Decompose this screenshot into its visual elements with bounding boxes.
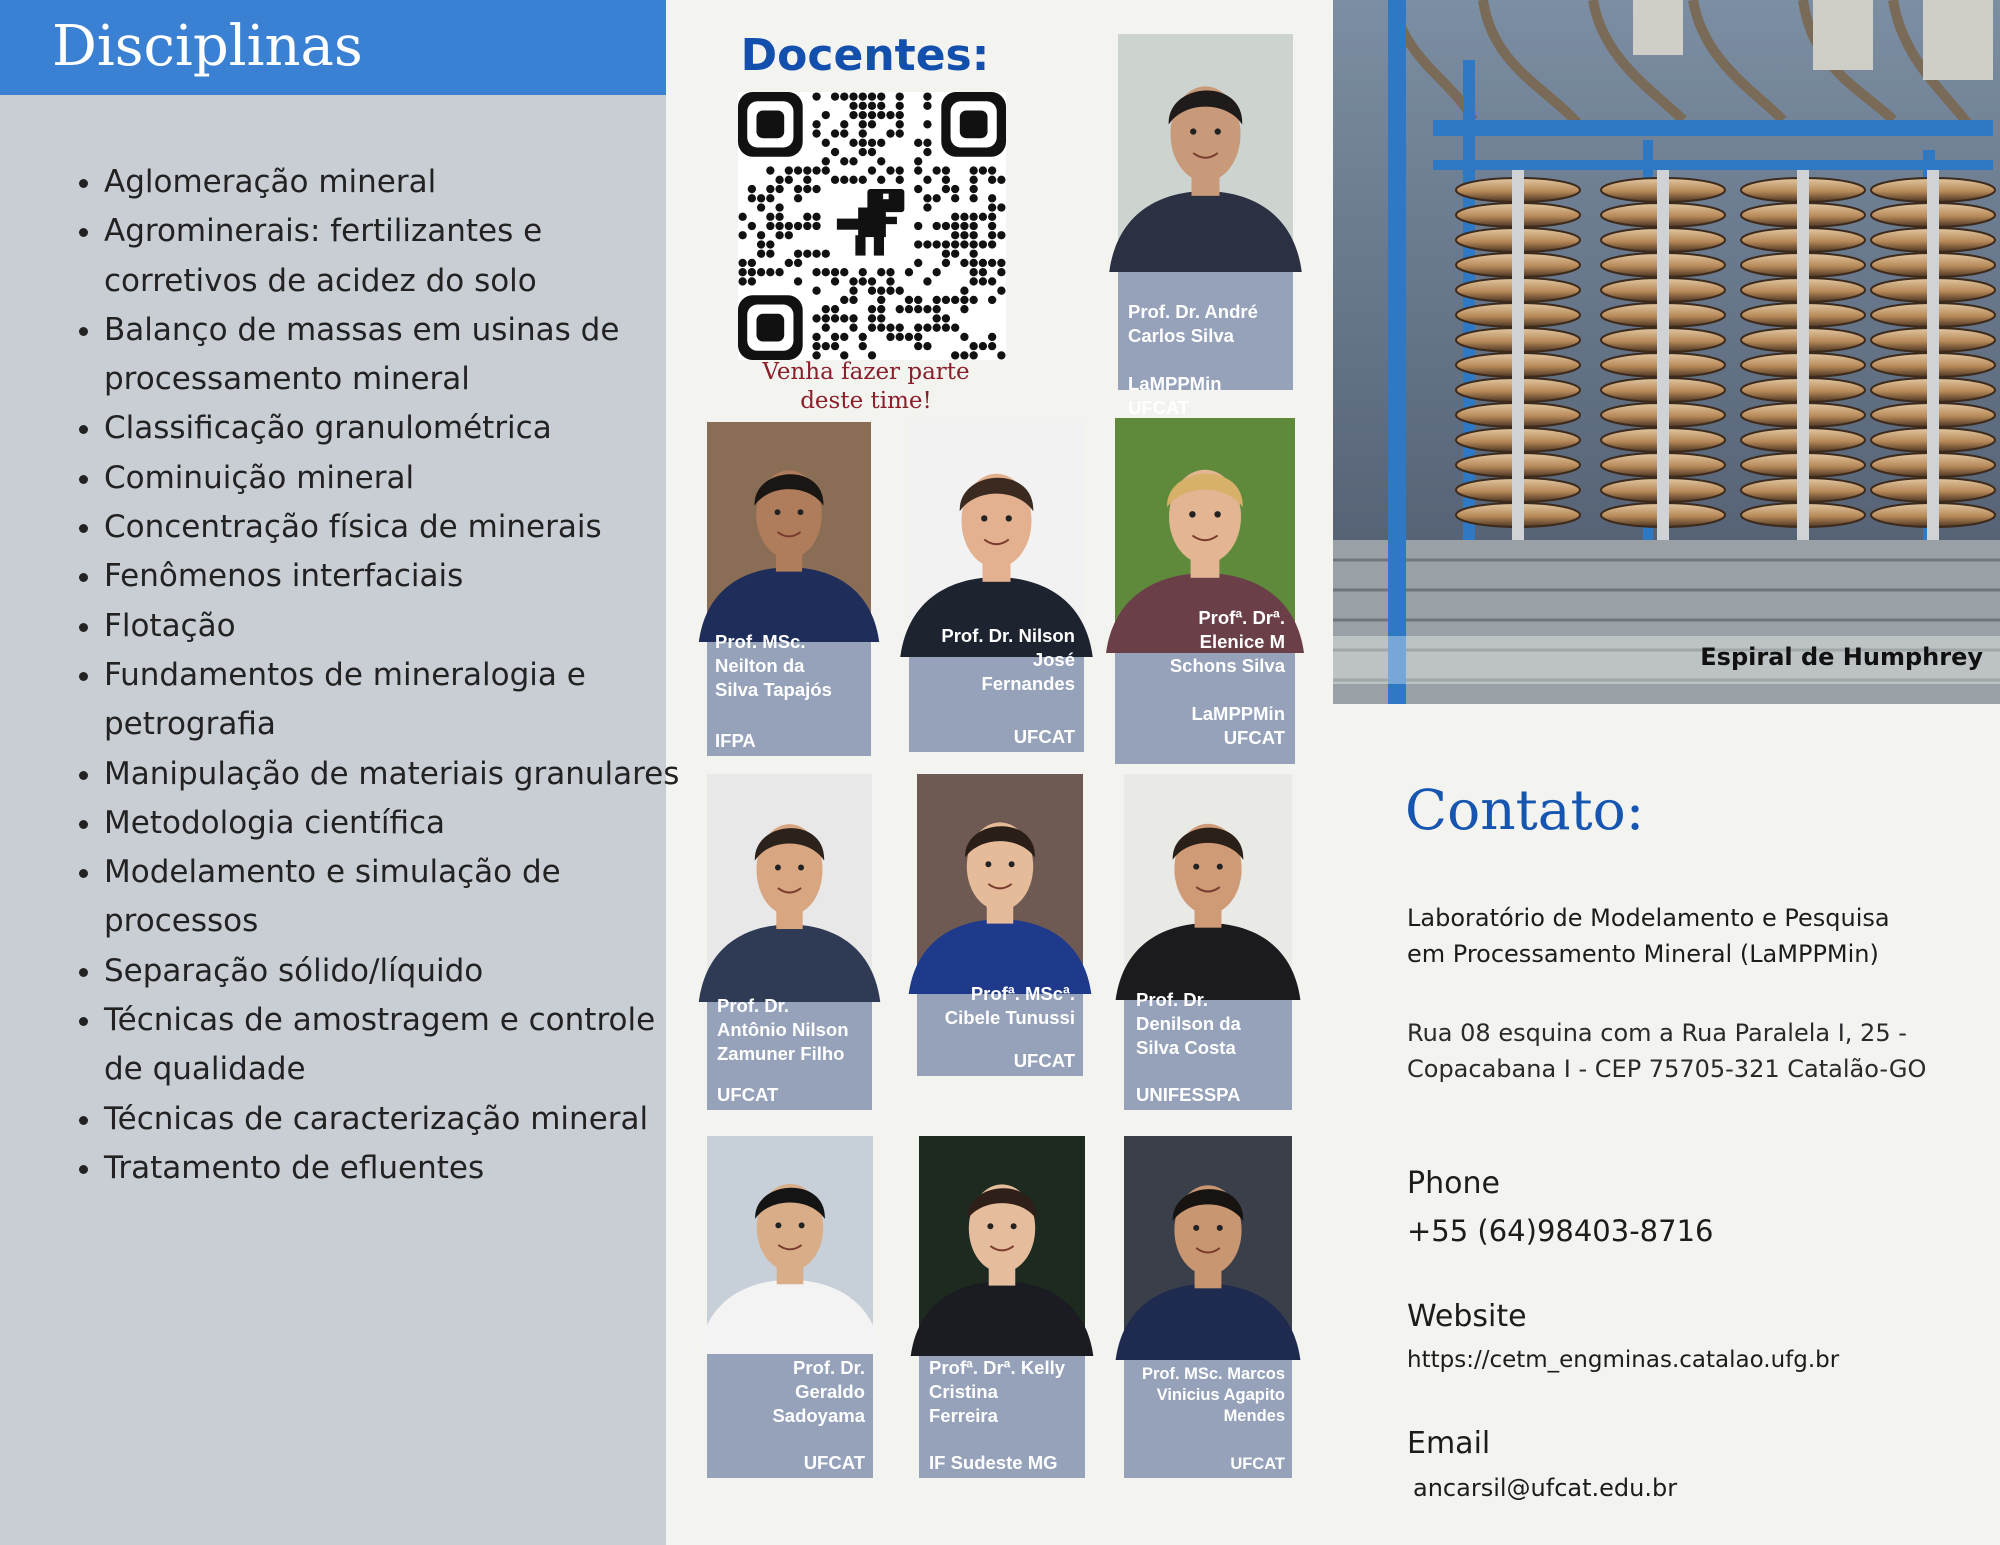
teacher-photo [917, 774, 1083, 994]
course-item: • Separação sólido/líquido [104, 947, 694, 996]
email-label: Email [1407, 1426, 1491, 1461]
teacher-photo [1118, 34, 1293, 272]
course-item: • Cominuição mineral [104, 454, 694, 503]
teacher-institution: IF Sudeste MG [929, 1452, 1058, 1473]
teacher-card [1115, 418, 1295, 764]
teacher-card [917, 774, 1083, 1076]
email-link[interactable]: ancarsil@ufcat.edu.br [1413, 1474, 1678, 1502]
course-item: • Flotação [104, 602, 694, 651]
qr-code[interactable] [738, 92, 1006, 360]
teacher-caption: Profª. Drª. Kelly Cristina Ferreira [929, 1357, 1066, 1426]
course-item: • Metodologia científica [104, 799, 694, 848]
disciplinas-title: Disciplinas [52, 14, 363, 79]
teacher-card [1118, 34, 1293, 418]
teacher-photo [1124, 774, 1292, 1000]
course-item: • Classificação granulométrica [104, 404, 694, 453]
teacher-caption: Prof. Dr. Geraldo Sadoyama [772, 1357, 865, 1426]
teacher-photo [707, 1136, 873, 1354]
website-link[interactable]: https://cetm_engminas.catalao.ufg.br [1407, 1347, 1840, 1373]
course-list [56, 158, 694, 1193]
teacher-caption: Prof. Dr. André Carlos Silva LaMPPMin UFCAT [1128, 301, 1258, 418]
teacher-card [707, 774, 872, 1110]
teacher-photo [909, 422, 1084, 657]
course-item: • Balanço de massas em usinas de processamento mineral [104, 306, 694, 405]
course-item: • Técnicas de caracterização mineral [104, 1095, 694, 1144]
teacher-card [1124, 774, 1292, 1110]
teacher-institution: UFCAT [1013, 726, 1075, 747]
course-item: • Manipulação de materiais granulares [104, 750, 694, 799]
course-item: • Fundamentos de mineralogia e petrografia [104, 651, 694, 750]
teacher-caption: Prof. MSc. Marcos Vinicius Agapito Mendes [1141, 1365, 1285, 1425]
teacher-institution: IFPA [715, 730, 756, 751]
teacher-photo [919, 1136, 1085, 1356]
teacher-institution: UNIFESSPA [1136, 1084, 1241, 1105]
course-item: • Concentração física de minerais [104, 503, 694, 552]
teacher-institution: UFCAT [1013, 1050, 1075, 1071]
teacher-photo [1124, 1136, 1292, 1360]
teacher-caption: Profª. MScª. Cibele Tunussi [944, 983, 1075, 1028]
teacher-photo [707, 774, 872, 1002]
teacher-card [1124, 1136, 1292, 1478]
docentes-title: Docentes: [740, 30, 990, 81]
teacher-institution: UFCAT [717, 1084, 779, 1105]
course-item: • Modelamento e simulação de processos [104, 848, 694, 947]
lab-name: Laboratório de Modelamento e Pesquisa em Processamento Mineral (LaMPPMin) [1407, 904, 1890, 968]
teacher-caption: Prof. Dr. Antônio Nilson Zamuner Filho [717, 995, 849, 1064]
teacher-institution: UFCAT [803, 1452, 865, 1473]
spiral-photo [1333, 0, 2000, 704]
course-item: • Agrominerais: fertilizantes e corretivos de acidez do solo [104, 207, 694, 306]
website-label: Website [1407, 1299, 1527, 1334]
disciplinas-panel [0, 0, 680, 1545]
spiral-caption: Espiral de Humphrey [1700, 643, 1983, 671]
course-item: • Tratamento de efluentes [104, 1144, 694, 1193]
teacher-institution: UFCAT [1230, 1455, 1285, 1473]
course-item: • Técnicas de amostragem e controle de qualidade [104, 996, 694, 1095]
course-item: • Fenômenos interfaciais [104, 552, 694, 601]
teacher-caption: Profª. Drª. Elenice M Schons Silva LaMPPMin UFCAT [1169, 607, 1285, 748]
teacher-card [919, 1136, 1085, 1478]
teacher-card [707, 1136, 873, 1478]
course-item: • Aglomeração mineral [104, 158, 694, 207]
phone-number[interactable]: +55 (64)98403-8716 [1407, 1214, 1714, 1248]
phone-label: Phone [1407, 1166, 1500, 1201]
contact-title: Contato: [1405, 778, 1645, 842]
disciplinas-header [0, 0, 666, 95]
teacher-caption: Prof. Dr. Nilson José Fernandes [941, 625, 1075, 694]
join-team-text: Venha fazer parte deste time! [762, 359, 970, 414]
teacher-card [909, 422, 1084, 752]
teacher-caption: Prof. MSc. Neilton da Silva Tapajós [715, 631, 832, 700]
teacher-caption: Prof. Dr. Denilson da Silva Costa [1136, 989, 1241, 1058]
teacher-card [707, 422, 871, 756]
address: Rua 08 esquina com a Rua Paralela I, 25 -Copacabana I - CEP 75705-321 Catalão-GO [1407, 1019, 1927, 1083]
teacher-photo [707, 422, 871, 642]
